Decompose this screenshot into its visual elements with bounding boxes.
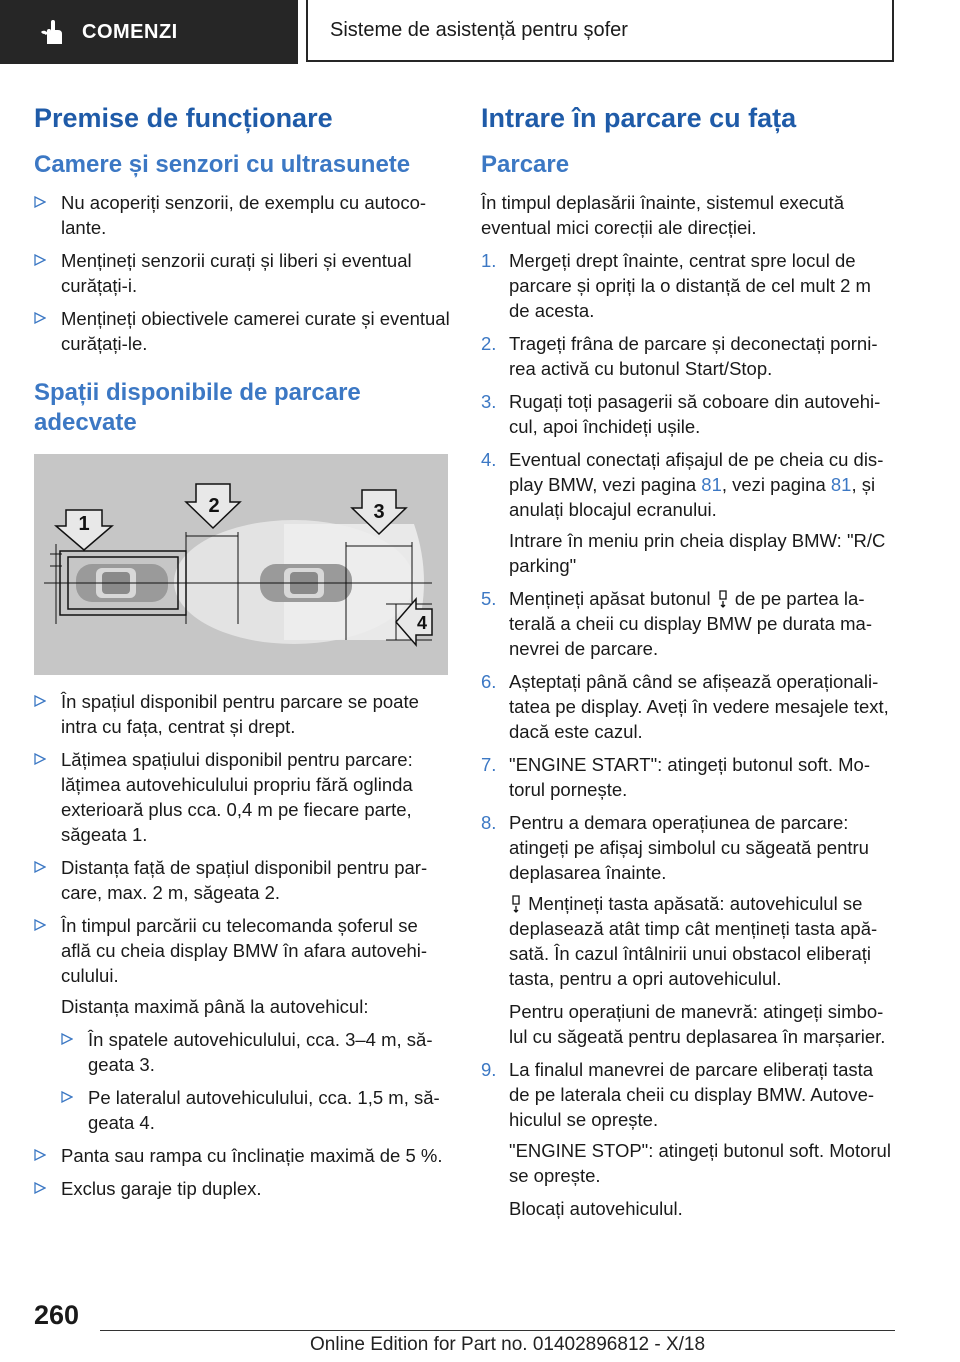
chapter-title: Sisteme de asistență pentru șofer (306, 0, 894, 62)
list-item: În spatele autovehiculului, cca. 3–4 m, săgeata 3. (61, 1027, 450, 1077)
step-item: 7. "ENGINE START": atingeți butonul soft. Motorul pornește. (481, 754, 871, 800)
key-side-button-icon (509, 895, 523, 913)
page-link[interactable]: 81 (701, 474, 722, 495)
list-item: Pe lateralul autovehiculului, cca. 1,5 m, săgeata 4. (61, 1085, 450, 1135)
step-item: 3. Rugați toți pasagerii să coboare din autovehicul, apoi închideți ușile. (481, 391, 881, 437)
page-number: 260 (34, 1300, 80, 1330)
page-header (0, 0, 960, 64)
list-item: Nu acoperiți senzorii, de exemplu cu autocolante. (34, 190, 450, 240)
step-item: 1. Mergeți drept înainte, centrat spre locul de parcare și opriți la o distanță de cel mult 2 m de acesta. (481, 250, 871, 321)
hand-pointer-icon (38, 18, 66, 46)
step-note: Intrare în meniu prin cheia display BMW: "R/C parking" (509, 530, 886, 576)
triangle-bullet-icon (34, 196, 46, 208)
triangle-bullet-icon (34, 1182, 46, 1194)
triangle-bullet-icon (34, 254, 46, 266)
svg-text:2: 2 (208, 495, 220, 517)
triangle-bullet-icon (61, 1091, 73, 1103)
section-tab-label: COMENZI (82, 20, 178, 43)
left-title: Premise de funcționare (34, 103, 333, 133)
section-tab[interactable] (0, 0, 298, 64)
right-title: Intrare în parcare cu fața (481, 103, 797, 133)
step-item: 4. Eventual conectați afișajul de pe cheia cu display BMW, vezi pagina 81, vezi pagina 81, și anulați blocajul ecranului. Intrare în meniu prin cheia display BMW: "R/C parking" (481, 447, 895, 578)
triangle-bullet-icon (61, 1033, 73, 1045)
step-note: Blocați autovehiculul. (509, 1198, 683, 1219)
step-item: 5. Mențineți apăsat butonul de pe partea laterală a cheii cu display BMW pe durata manevrei de parcare. (481, 588, 872, 659)
step-note: Mențineți tasta apăsată: autovehiculul se deplasează atât timp cât mențineți tasta apăsată. În cazul întâlnirii unui obstacol eliberați tasta, pentru a opri autovehiculul. (509, 893, 878, 989)
triangle-bullet-icon (34, 312, 46, 324)
triangle-bullet-icon (34, 1149, 46, 1161)
svg-text:1: 1 (78, 513, 90, 535)
page-link[interactable]: 81 (830, 474, 852, 495)
triangle-bullet-icon (34, 861, 46, 873)
step-note: Pentru operațiuni de manevră: atingeți simbolul cu săgeată pentru deplasarea în marșarier. (509, 1001, 886, 1047)
svg-text:4: 4 (416, 613, 428, 633)
sensors-heading: Camere și senzori cu ultrasunete (34, 151, 411, 178)
step-note: "ENGINE STOP": atingeți butonul soft. Motorul se oprește. (509, 1140, 891, 1186)
list-item: Panta sau rampa cu înclinație maximă de 5 %. (34, 1143, 450, 1168)
distance-sublist (61, 1027, 450, 1135)
triangle-bullet-icon (34, 695, 46, 707)
list-item: Lățimea spațiului disponibil pentru parcare: lățimea autovehiculului propriu fără oglinda exterioară plus cca. 0,4 m pe fiecare parte, săgeata 1. (34, 747, 450, 847)
footer-edition: Online Edition for Part no. 01402896812 - X/18 (310, 1334, 706, 1355)
svg-text:3: 3 (373, 501, 385, 523)
footer-divider (100, 1330, 895, 1331)
list-item: În spațiul disponibil pentru parcare se poate intra cu fața, centrat și drept. (34, 689, 450, 739)
list-item: Exclus garaje tip duplex. (34, 1176, 450, 1201)
list-item: În timpul parcării cu telecomanda șoferul se află cu cheia display BMW în afara autovehiculului. Distanța maximă până la autovehicul: În spatele autovehiculului, cca. 3–4 m, săgeata 3. Pe lateralul autovehiculului, cca. 1,5 m, săgeata 4. (34, 913, 450, 1135)
list-item: Mențineți obiectivele camerei curate și eventual curățați-le. (34, 306, 450, 356)
triangle-bullet-icon (34, 919, 46, 931)
parking-diagram (34, 454, 448, 675)
left-column (34, 100, 450, 1209)
parking-space-list (34, 689, 450, 1201)
step-item: 2. Trageți frâna de parcare și deconectați pornirea activă cu butonul Start/Stop. (481, 333, 878, 379)
step-item: 6. Așteptați până când se afișează operaționalitatea pe display. Aveți în vedere mesajele text, dacă este cazul. (481, 671, 889, 742)
intro-paragraph: În timpul deplasării înainte, sistemul execută eventual mici corecții ale direcției. (481, 192, 844, 238)
parking-heading: Parcare (481, 151, 570, 178)
distance-intro: Distanța maximă până la autovehicul: (61, 996, 369, 1017)
list-item: Mențineți senzorii curați și liberi și eventual curățați-i. (34, 248, 450, 298)
triangle-bullet-icon (34, 753, 46, 765)
steps-list (481, 248, 895, 1221)
step-item: 9. La finalul manevrei de parcare eliberați tasta de pe laterala cheii cu display BMW. Autovehiculul se oprește. "ENGINE STOP": atingeți butonul soft. Motorul se oprește. Blocați autovehiculul. (481, 1057, 895, 1221)
key-side-button-icon (716, 590, 730, 608)
list-item: Distanța față de spațiul disponibil pentru parcare, max. 2 m, săgeata 2. (34, 855, 450, 905)
parking-space-heading: Spații disponibile de parcare adecvate (34, 379, 361, 436)
sensors-list (34, 190, 450, 356)
step-item: 8. Pentru a demara operațiunea de parcare: atingeți pe afișaj simbolul cu săgeată pentru deplasarea înainte. Mențineți tasta apăsată: autovehiculul se deplasează atât timp cât mențineți tasta apăsată. În cazul întâlnirii unui obstacol eliberați tasta, pentru a opri autovehiculul. Pentru operațiuni de manevră: atingeți simbolul cu săgeată pentru deplasarea în marșarier. (481, 810, 895, 1049)
right-column (481, 100, 895, 1229)
